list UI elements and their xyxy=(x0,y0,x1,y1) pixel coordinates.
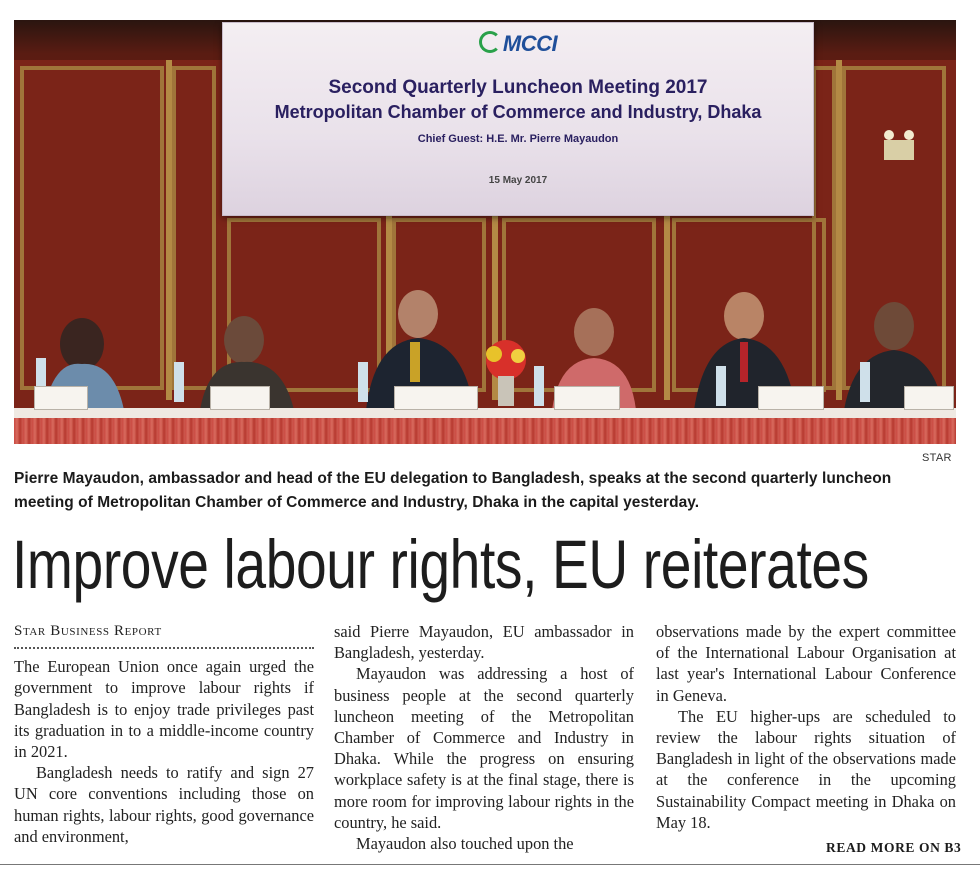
event-banner xyxy=(222,22,814,216)
logo-ring-icon xyxy=(479,31,501,53)
nameplate xyxy=(394,386,478,410)
nameplate xyxy=(758,386,824,410)
table-skirt xyxy=(14,418,956,444)
paragraph: Mayaudon was addressing a host of business people at the second quarterly luncheon meeting of the Metropolitan Chamber of Commerce and Industry in Dhaka. While the progress on ensuring workplace safety is at the final stage, there is more room for improving labour rights in the country, he said. xyxy=(334,664,634,832)
photo-caption: Pierre Mayaudon, ambassador and head of the EU delegation to Bangladesh, speaks at the second quarterly luncheon meeting of Metropolitan Chamber of Commerce and Industry, Dhaka in the capital yesterday. xyxy=(14,470,892,511)
nameplate xyxy=(210,386,270,410)
photo-credit: STAR xyxy=(922,452,952,464)
paragraph: Bangladesh needs to ratify and sign 27 UN core conventions including those on human rights, labour rights, good governance and environment, xyxy=(14,763,314,846)
paragraph: The EU higher-ups are scheduled to review the labour rights situation of Bangladesh in light of the observations made at the conference in the upcoming Sustainability Compact meeting in Dhaka on May 18. xyxy=(656,706,956,832)
banner-subtitle: Metropolitan Chamber of Commerce and Industry, Dhaka xyxy=(274,102,762,122)
mcci-logo: MCCI xyxy=(223,31,813,57)
paragraph: Mayaudon also touched upon the xyxy=(356,834,574,854)
banner-date: 15 May 2017 xyxy=(488,175,548,186)
nameplate xyxy=(34,386,88,410)
news-photo xyxy=(14,20,956,444)
headline: Improve labour rights, EU reiterates xyxy=(12,526,869,603)
nameplate xyxy=(554,386,620,410)
article-column-2 xyxy=(334,621,634,855)
page-rule xyxy=(0,864,980,865)
banner-chief-guest: Chief Guest: H.E. Mr. Pierre Mayaudon xyxy=(417,133,619,145)
nameplate xyxy=(904,386,954,410)
byline: Star Business Report xyxy=(14,623,162,639)
paragraph: observations made by the expert committee of the International Labour Organisation at last year's International Labour Conference in Geneva. xyxy=(656,622,956,705)
banner-title: Second Quarterly Luncheon Meeting 2017 xyxy=(328,77,708,98)
paragraph: The European Union once again urged the government to improve labour rights if Bangladesh is to enjoy trade privileges past its graduation in to a middle-income country in 2021. xyxy=(14,657,314,762)
byline-divider xyxy=(14,647,314,649)
paragraph: said Pierre Mayaudon, EU ambassador in Bangladesh, yesterday. xyxy=(334,622,634,663)
article-column-1 xyxy=(14,621,314,877)
article-column-3 xyxy=(656,621,956,835)
read-more-link[interactable]: READ MORE ON B3 xyxy=(826,840,962,855)
